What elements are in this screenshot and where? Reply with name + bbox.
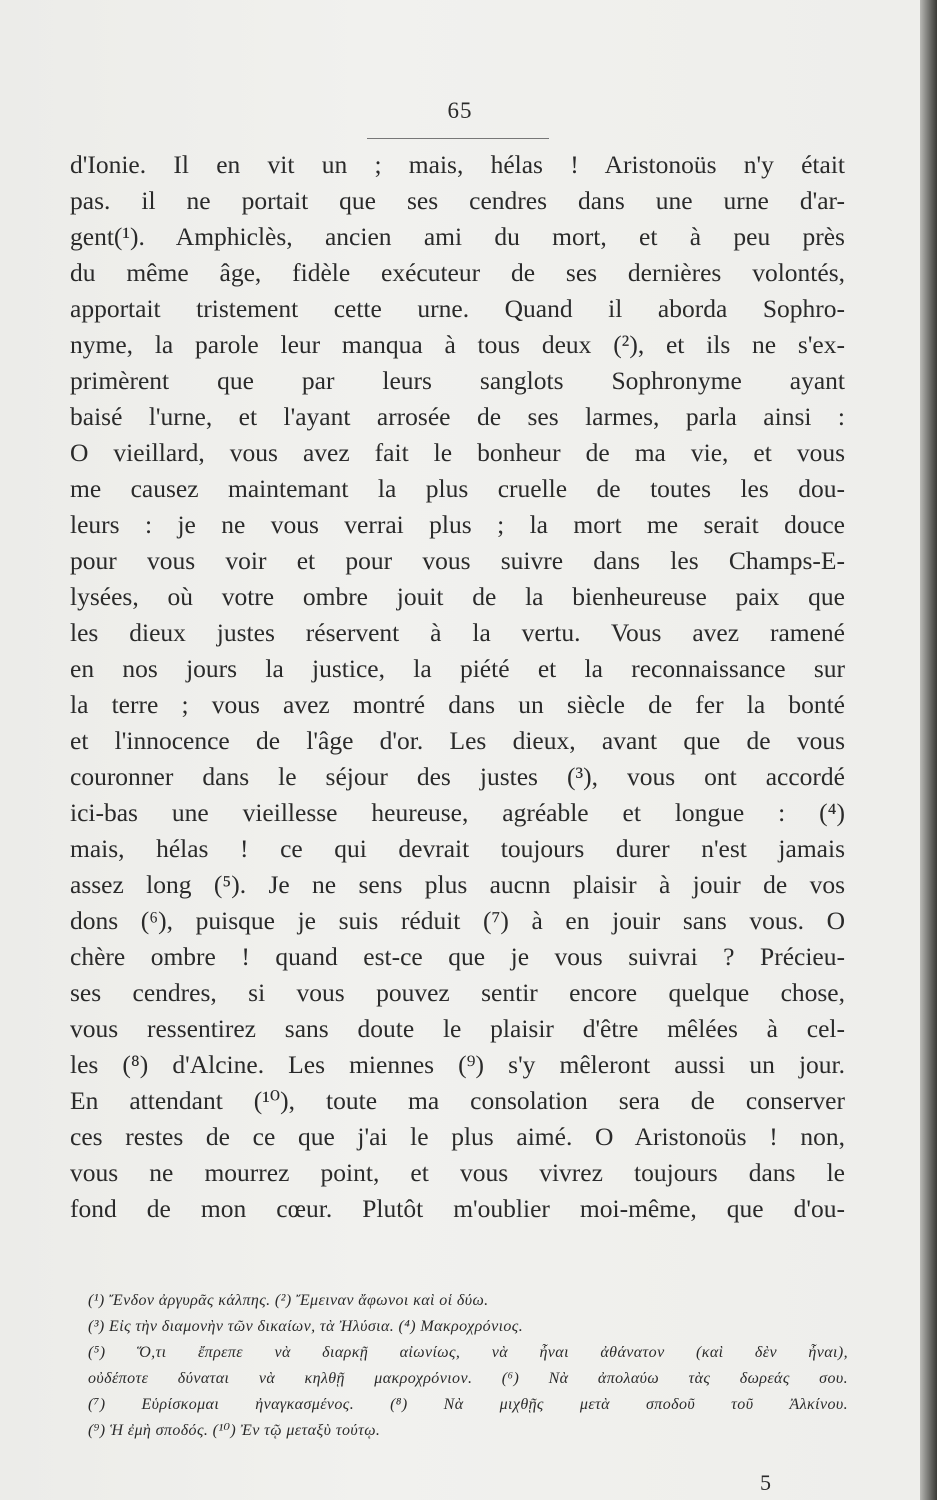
text-line: baisé l'urne, et l'ayant arrosée de ses larmes, parla ainsi : <box>70 402 845 431</box>
text-line: me causez maintemant la plus cruelle de toutes les dou- <box>70 474 845 503</box>
text-line: du même âge, fidèle exécuteur de ses dernières volontés, <box>70 258 845 287</box>
text-line: O vieillard, vous avez fait le bonheur de ma vie, et vous <box>70 438 845 467</box>
text-line: les dieux justes réservent à la vertu. Vous avez ramené <box>70 618 845 647</box>
text-line: apportait tristement cette urne. Quand il aborda Sophro- <box>70 294 845 323</box>
text-line: leurs : je ne vous verrai plus ; la mort me serait douce <box>70 510 845 539</box>
footnote-line: (¹) Ἔνδον ἀργυρᾶς κάλπης. (²) Ἔμειναν ἄφωνοι καὶ οἱ δύω. <box>88 1292 489 1309</box>
text-line: couronner dans le séjour des justes (³), vous ont accordé <box>70 762 845 791</box>
page-edge <box>920 0 937 1500</box>
text-line: fond de mon cœur. Plutôt m'oublier moi-même, que d'ou- <box>70 1194 845 1223</box>
text-line: dons (⁶), puisque je suis réduit (⁷) à en jouir sans vous. O <box>70 906 845 935</box>
footnote-line: (⁹) Ἡ ἐμὴ σποδός. (¹⁰) Ἐν τῷ μεταξὺ τούτῳ. <box>88 1422 381 1439</box>
text-line: d'Ionie. Il en vit un ; mais, hélas ! Aristonoüs n'y était <box>70 150 845 179</box>
footnote-line: (⁵) Ὅ,τι ἔπρεπε νὰ διαρκῇ αἰωνίως, νὰ ἦναι ἀθάνατον (καὶ δὲν ἦναι), <box>88 1344 848 1361</box>
footnote-line: (⁷) Εὑρίσκομαι ἠναγκασμένος. (⁸) Νὰ μιχθῇς μετὰ σποδοῦ τοῦ Ἀλκίνου. <box>88 1396 848 1413</box>
text-line: gent(¹). Amphiclès, ancien ami du mort, et à peu près <box>70 222 845 251</box>
body-text <box>70 147 845 1227</box>
text-line: et l'innocence de l'âge d'or. Les dieux, avant que de vous <box>70 726 845 755</box>
text-line: la terre ; vous avez montré dans un siècle de fer la bonté <box>70 690 845 719</box>
footnote-line: οὐδέποτε δύναται νὰ κηλθῇ μακροχρόνιον. (⁶) Νὰ ἀπολαύω τὰς δωρεάς σου. <box>88 1370 848 1387</box>
text-line: les (⁸) d'Alcine. Les miennes (⁹) s'y mêleront aussi un jour. <box>70 1050 845 1079</box>
text-line: ses cendres, si vous pouvez sentir encore quelque chose, <box>70 978 845 1007</box>
text-line: vous ne mourrez point, et vous vivrez toujours dans le <box>70 1158 845 1187</box>
page-number: 65 <box>447 98 473 123</box>
text-line: pour vous voir et pour vous suivre dans les Champs-E- <box>70 546 845 575</box>
text-line: mais, hélas ! ce qui devrait toujours durer n'est jamais <box>70 834 845 863</box>
text-line: chère ombre ! quand est-ce que je vous suivrai ? Précieu- <box>70 942 845 971</box>
text-line: pas. il ne portait que ses cendres dans une urne d'ar- <box>70 186 845 215</box>
header-rule <box>367 138 549 139</box>
text-line: nyme, la parole leur manqua à tous deux (²), et ils ne s'ex- <box>70 330 845 359</box>
text-line: assez long (⁵). Je ne sens plus aucnn plaisir à jouir de vos <box>70 870 845 899</box>
text-line: primèrent que par leurs sanglots Sophronyme ayant <box>70 366 845 395</box>
text-line: ici-bas une vieillesse heureuse, agréable et longue : (⁴) <box>70 798 845 827</box>
text-line: ces restes de ce que j'ai le plus aimé. O Aristonoüs ! non, <box>70 1122 845 1151</box>
footnote-line: (³) Εἰς τὴν διαμονὴν τῶν δικαίων, τὰ Ἠλύσια. (⁴) Μακροχρόνιος. <box>88 1318 524 1335</box>
text-line: lysées, où votre ombre jouit de la bienheureuse paix que <box>70 582 845 611</box>
text-line: en nos jours la justice, la piété et la reconnaissance sur <box>70 654 845 683</box>
signature-mark: 5 <box>760 1470 771 1495</box>
footnotes <box>88 1288 848 1444</box>
text-line: En attendant (¹⁰), toute ma consolation sera de conserver <box>70 1086 845 1115</box>
text-line: vous ressentirez sans doute le plaisir d'être mêlées à cel- <box>70 1014 845 1043</box>
